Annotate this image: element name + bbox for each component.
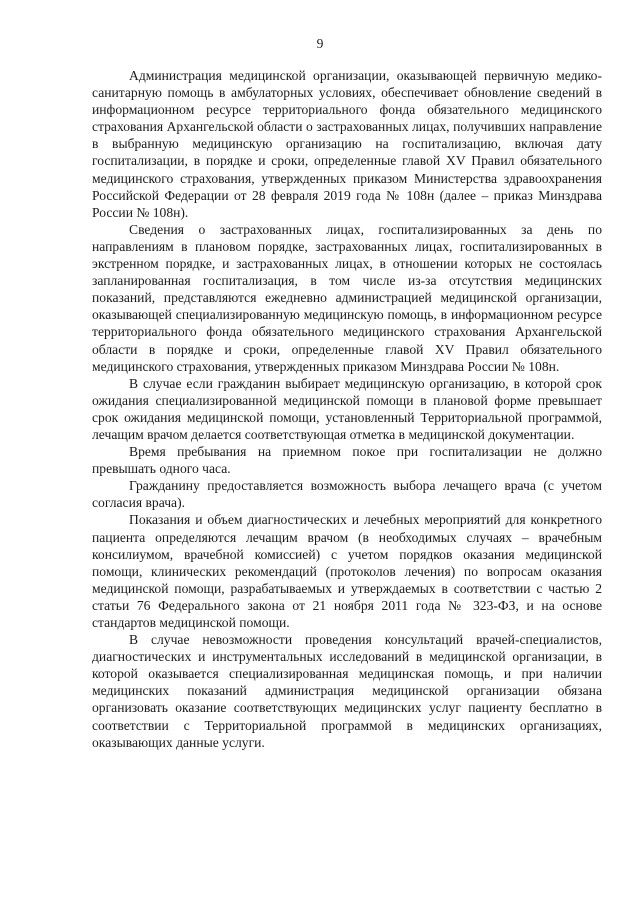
paragraph-waiting-time-choice: В случае если гражданин выбирает медицинскую организацию, в которой срок ожидания специализированной медицинской помощи в плановой форме превышает срок ожидания медицинской помощи, установленный Территориальной программой, лечащим врачом делается соответствующая отметка в медицинской документации.: [92, 375, 602, 442]
paragraph-diagnostic-indications: Показания и объем диагностических и лечебных мероприятий для конкретного пациента определяются лечащим врачом (в необходимых случаях – врачебным консилиумом, врачебной комиссией) с учетом порядков оказания медицинской помощи, клинических рекомендаций (протоколов лечения) по вопросам оказания медицинской помощи, разрабатываемых и утверждаемых в соответствии с частью 2 статьи 76 Федерального закона от 21 ноября 2011 года № 323-ФЗ, и на основе стандартов медицинской помощи.: [92, 512, 602, 630]
page-number: 9: [316, 36, 324, 51]
paragraph-admission-time: Время пребывания на приемном покое при госпитализации не должно превышать одного часа.: [92, 444, 602, 477]
paragraph-hospitalized-persons-info: Сведения о застрахованных лицах, госпитализированных за день по направлениям в плановом порядке, застрахованных лицах, госпитализированных в экстренном порядке, и застрахованных лицах, в отношении которых не состоялась запланированная госпитализация, в том числе из-за отсутствия медицинских показаний, представляются ежедневно администрацией медицинской организации, оказывающей специализированную медицинскую помощь, в информационном ресурсе территориального фонда обязательного медицинского страхования Архангельской области в порядке и сроки, определенные главой XV Правил обязательного медицинского страхования, утвержденных приказом Минздрава России № 108н.: [92, 221, 602, 374]
paragraph-consultations-unavailable: В случае невозможности проведения консультаций врачей-специалистов, диагностических и инструментальных исследований в медицинской организации, в которой оказывается специализированная медицинская помощь, и при наличии медицинских показаний администрация медицинской организации обязана организовать оказание соответствующих медицинских услуг пациенту бесплатно в соответствии с Территориальной программой в медицинских организациях, оказывающих данные услуги.: [92, 632, 602, 750]
paragraph-doctor-choice: Гражданину предоставляется возможность выбора лечащего врача (с учетом согласия врача).: [92, 478, 602, 511]
paragraph-update-hospitalization-info: Администрация медицинской организации, оказывающей первичную медико-санитарную помощь в амбулаторных условиях, обеспечивает обновление сведений в информационном ресурсе территориального фонда обязательного медицинского страхования Архангельской области о застрахованных лицах, получивших направление в выбранную медицинскую организацию на госпитализацию, включая дату госпитализации, в порядке и сроки, определенные главой XV Правил обязательного медицинского страхования, утвержденных приказом Министерства здравоохранения Российской Федерации от 28 февраля 2019 года № 108н (далее – приказ Минздрава России № 108н).: [92, 68, 602, 220]
document-body: [92, 67, 602, 751]
